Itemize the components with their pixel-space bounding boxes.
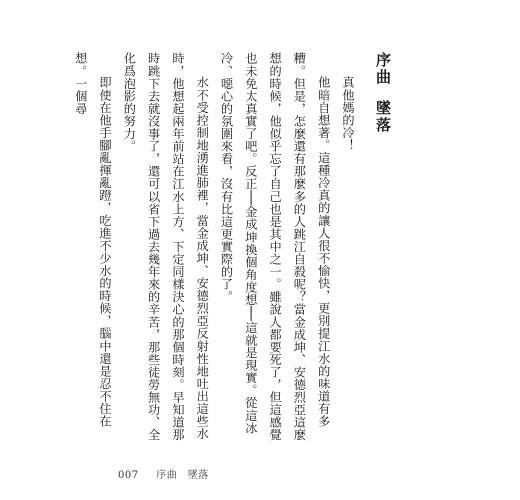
chapter-title-part1: 序曲 [374,52,392,86]
chapter-title [373,52,394,134]
paragraph: 水不受控制地湧進肺裡，當金成坤、安德烈亞反射性地吐出這些水時，他想起兩年前站在江水上方、下定同樣決心的那個時刻。早知道那時跳下去就沒事了，還可以省下過去幾年來的辛苦，那些徒勞無功、全化爲泡影的努力。 [122,52,210,442]
chapter-body [68,52,360,444]
paragraph: 即使在他手腳亂揮亂蹬，吃進不少水的時候，腦中還是忍不住在想。一個尋 [73,52,113,428]
running-head: 序曲 墜落 [156,470,209,481]
paragraph: 真他媽的冷！ [341,76,355,152]
page-number: 007 [118,470,139,481]
page-footer [118,466,223,481]
paragraph: 他暗自想著。這種冷真的讓人很不愉快，更別提江水的味道有多糟。但是，怎麼還有那麼多的人跳江自殺呢？當金成坤、安德烈亞這麼想的時候，他似乎忘了自己也是其中之一。雖說人都要死了，但這感覺也未免太真實了吧。反正──金成坤換個角度想──這就是現實。從這冰冷、噁心的氛圍來看，沒有比這更實際的了。 [219,52,331,442]
chapter-title-part2: 墜落 [374,100,392,134]
